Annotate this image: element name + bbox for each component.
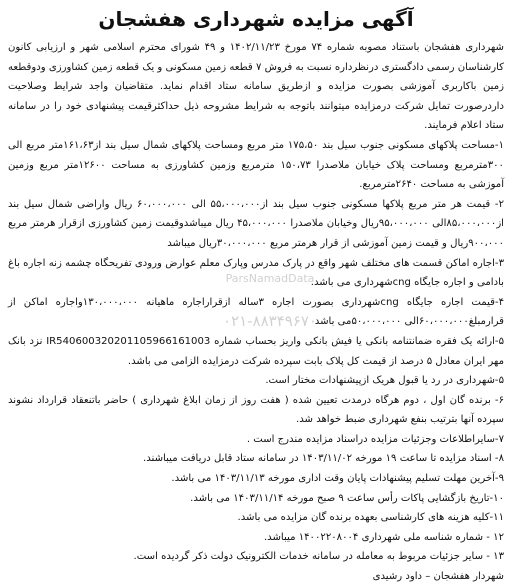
notice-item-14: ۱۳ - سایر جزئیات مربوط به معامله در سامانه خدمات الکترونیک دولت ذکر گردیده است. [133, 551, 504, 563]
notice-item-4: ۴-قیمت اجاره جایگاه cngشهرداری بصورت اجاره ۳ساله ازقراراجاره ماهیانه ۱۳۰،۰۰۰،۰۰۰واجاره اماکن از قرارمبلغ۶۰،۰۰۰،۰۰۰الی ۵۰،۰۰۰،۰۰۰می باشد [8, 296, 505, 328]
notice-item-10: ۹-آخرین مهلت تسلیم پیشنهادات پایان وقت اداری مورخه ۱۴۰۳/۱۱/۱۳ می باشد. [171, 473, 504, 485]
notice-item-1: ۱-مساحت پلاکهای مسکونی جنوب سیل بند ۱۷۵،۵۰ متر مربع ومساحت پلاکهای شمال سیل بند از۱۶۱،۶۳متر مربع الی ۳۰۰مترمربع ومساحت پلاک خیابان ملاصدرا ۱۵۰،۷۳ مترمربع وزمین کشاورزی به مساحت ۱۲۶۰۰متر مربع وزمین آموزشی به مساحت ۲۶۴۰مترمربع. [8, 139, 504, 191]
notice-intro: شهرداری هفشجان باستناد مصوبه شماره ۷۴ مورخ ۱۴۰۲/۱۱/۲۳ و ۴۹ شورای محترم اسلامی شهر و ارزیابی کانون کارشناسان رسمی دادگستری درنظرداره نسبت به فروش ۷ قطعه زمین مسکونی و یک قطعه زمین کشاورزی ودوقطعه زمین باکاربری آموزشی بصورت مزایده و ازطریق سامانه ستاد اقدام نماید. متقاضیان واجد شرایط وصلاحیت داردرصورت تمایل شرکت درمزایده میتوانند باتوجه به شرایط مشروحه ذیل حداکثرقیمت پیشنهادی خود را در سامانه ستاد اعلام فرمایند. [8, 42, 504, 132]
notice-item-8: ۷-سایراطلاعات وجزئیات مزایده دراسناد مزایده مندرج است . [246, 433, 504, 445]
notice-title: آگهی مزایده شهرداری هفشجان [98, 7, 414, 31]
notice-item-3: ۳-اجاره اماکن قسمت های مختلف شهر واقع در پارک مدرس وپارک معلم عوارض ورودی تفریحگاه چشمه زنه اجاره باغ بادامی و اجاره جایگاه cngشهرداری می باشد. [8, 257, 504, 289]
notice-item-2: ۲- قیمت هر متر مربع پلاکها مسکونی جنوب سیل بند از۵۵،۰۰۰،۰۰۰ الی ۶۰،۰۰۰،۰۰۰ ریال واراضی شمال سیل بند از۸۵،۰۰۰،۰۰۰الی ۹۵،۰۰۰،۰۰۰ریال وخیابان ملاصدرا ۴۵،۰۰۰،۰۰۰ ریال میباشدوقیمت زمین کشاورزی ازقرار هرمتر مربع ۹۰۰،۰۰۰ریال و قیمت زمین آموزشی از قرار هرمتر مربع ۳۰،۰۰۰،۰۰۰ریال میباشد [8, 198, 504, 249]
notice-item-7: ۶- برنده گان اول ، دوم هرگاه درمدت تعیین شده ( هفت روز از زمان ابلاغ شهرداری ) حاضر باتنعقاد قرارداد نشوند سپرده آنها بترتیب بنفع شهرداری ضبط خواهد شد. [8, 394, 504, 426]
notice-items [8, 136, 504, 567]
notice-item-5: ۵-ارائه یک فقره ضمانتنامه بانکی یا فیش بانکی واریز بحساب شماره IR540600320201105966161003 نزد بانک مهر ایران معادل ۵ درصد از قیمت کل پلاک بابت سپرده شرکت درمزایده الزامی می باشد. [8, 335, 504, 367]
notice-item-12: ۱۱-کلیه هزینه های کارشناسی بعهده برنده گان مزایده می باشد. [237, 512, 504, 524]
notice-signature: شهردار هفشجان – داود رشیدی [372, 571, 504, 583]
notice-item-11: ۱۰-تاریخ بازگشایی پاکات رأس ساعت ۹ صبح مورخه ۱۴۰۳/۱۱/۱۴ می باشد. [190, 492, 504, 504]
watermark-brand: ParsNamadData [225, 272, 315, 285]
notice-item-13: ۱۲ - شماره شناسه ملی شهرداری ۱۴۰۰۲۲۰۸۰۰۴ میباشد. [263, 531, 504, 543]
watermark-phone: ۰۲۱-۸۸۳۴۹۶۷۰ [222, 312, 318, 330]
notice-item-9: ۸- اسناد مزایده تا ساعت ۱۹ مورخه ۱۴۰۳/۱۱/۰۲ در سامانه ستاد قابل دریافت میباشند. [143, 453, 504, 465]
watermark [200, 272, 340, 328]
notice-item-6: ۵-شهرداری در رد یا قبول هریک ازپیشنهادات مختار است. [265, 375, 504, 387]
